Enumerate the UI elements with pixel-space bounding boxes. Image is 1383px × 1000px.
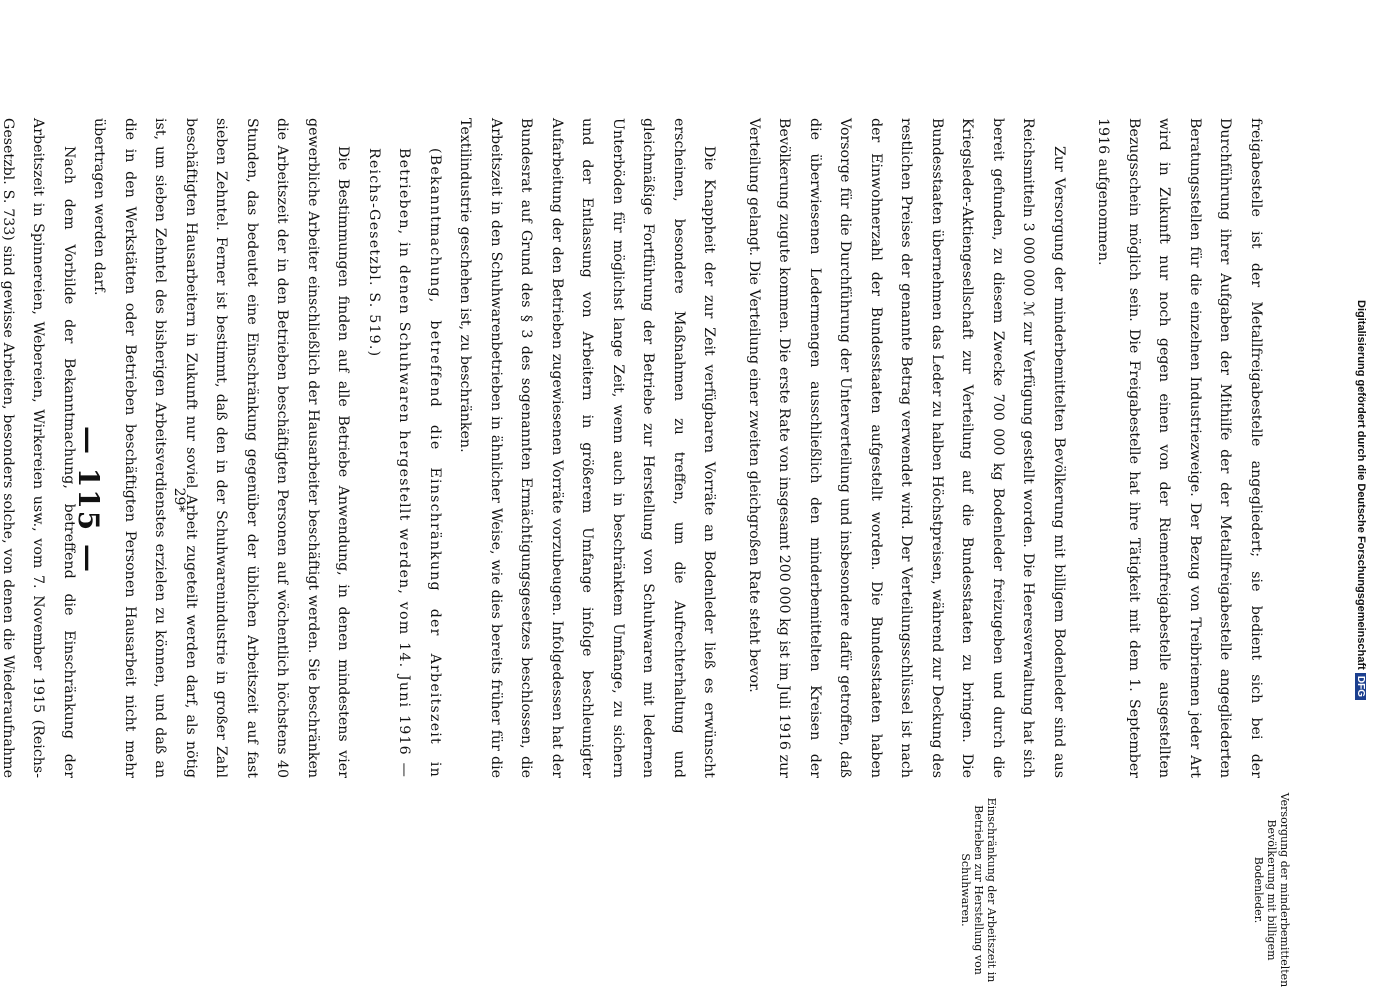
paragraph-knappheit: Die Knappheit der zur Zeit verfügbaren Vorräte an Bodenleder ließ es erwünscht erscheinen, besondere Maßnahmen zu treffen, um die Aufrechterhaltung und gleichmäßige Fortführung der Betriebe zur Herstellung von Schuhwaren mit ledernen Unterböden für möglichst lange Zeit, wenn auch in beschränktem Umfange, zu sichern und der Entlassung von Arbeitern in größerem Umfange infolge beschleunigter Aufarbeitung der den Betrieben zugewiesenen Vorräte vorzubeugen. Infolgedessen hat der Bundesrat auf Grund des § 3 des sogenannten Ermächtigungsgesetzes beschlossen, die Arbeitszeit in den Schuhwarenbetrieben in ähnlicher Weise, wie dies bereits früher für die Textilindustrie geschehen ist, zu beschränken. [457,118,718,778]
paragraph-freigabestelle: freigabestelle ist der Metallfreigabestelle angegliedert; sie bedient sich bei der Durchführung ihrer Aufgaben der Mithilfe der der Metallfreigabestelle angegliederten Beratungsstellen für die einzelnen Industriezweige. Der Bezug von Treibriemen jeder Art wird in Zukunft nur noch gegen einen von der Riemenfreigabestelle ausgestellten Bezugsschein möglich sein. Die Freigabestelle hat ihre Tätigkeit mit dem 1. September 1916 aufgenommen. [1095,118,1264,778]
body-text [0,118,1271,778]
margin-note-working-hours: Einschränkung der Arbeitszeit in Betrieben zur Herstellung von Schuhwaren. [959,797,998,983]
paragraph-vorbild: Nach dem Vorbilde der Bekanntmachung, betreffend die Einschränkung der Arbeitszeit in Spinnereien, Webereien, Wirkereien usw., vom 7. November 1915 (Reichs-Gesetzbl. S. 733) sind gewisse Arbeiten, besonders solche, von denen die Wiederaufnahme [0,118,77,778]
paragraph-bodenleder: Zur Versorgung der minderbemittelten Bevölkerung mit billigem Bodenleder sind aus Reichsmitteln 3 000 000 ℳ zur Verfügung gestellt worden. Die Heeresverwaltung hat sich bereit gefunden, zu diesem Zwecke 700 000 kg Bodenleder freizugeben und durch die Kriegsleder-Aktiengesellschaft zur Verteilung auf die Bundesstaaten zu bringen. Die Bundesstaaten übernehmen das Leder zu halben Höchstpreisen, während zur Deckung des restlichen Preises der genannte Betrag verwendet wird. Der Verteilungsschlüssel ist nach der Einwohnerzahl der Bundesstaaten aufgestellt worden. Die Bundesstaaten haben Vorsorge für die Durchführung der Unterverteilung und insbesondere dafür getroffen, daß die überwiesenen Ledermengen ausschließlich den minderbemittelten Kreisen der Bevölkerung zugute kommen. Die erste Rate von insgesamt 200 000 kg ist im Juli 1916 zur Verteilung gelangt. Die Verteilung einer zweiten gleichgroßen Rate steht bevor. [746,118,1067,778]
margin-note-leather: Versorgung der minderbemittelten Bevölkerung mit billigem Bodenleder. [1252,792,1291,988]
page-number: — 115 — [72,426,105,574]
paragraph-bestimmungen: Die Bestimmungen finden auf alle Betriebe Anwendung, in denen mindestens vier gewerbliche Arbeiter einschließlich der Hausarbeiter beschäftigt werden. Sie beschränken die Arbeitszeit der in den Betrieben beschäftigten Personen auf wöchentlich höchstens 40 Stunden, das bedeutet eine Einschränkung gegenüber der üblichen Arbeitszeit auf fast sieben Zehntel. Ferner ist bestimmt, daß den in der Schuhwarenindustrie in großer Zahl beschäftigten Hausarbeitern in Zukunft nur soviel Arbeit zugeteilt werden darf, als nötig ist, um sieben Zehntel des bisherigen Arbeitsverdienstes erzielen zu können, und daß an die in den Werkstätten oder Betrieben beschäftigten Personen Hausarbeit nicht mehr übertragen werden darf. [91,118,352,778]
footer-text: Digitalisierung gefördert durch die Deutsche Forschungsgemeinschaft [1355,300,1367,670]
digitization-footer [1355,0,1367,1000]
dfg-logo: DFG [1355,673,1366,700]
signature-mark: 29* [171,487,187,513]
paragraph-bekanntmachung: (Bekanntmachung, betreffend die Einschränkung der Arbeitszeit in Betrieben, in denen Schuhwaren hergestellt werden, vom 14. Juni 1916 — Reichs-Gesetzbl. S. 519.) [366,148,443,778]
